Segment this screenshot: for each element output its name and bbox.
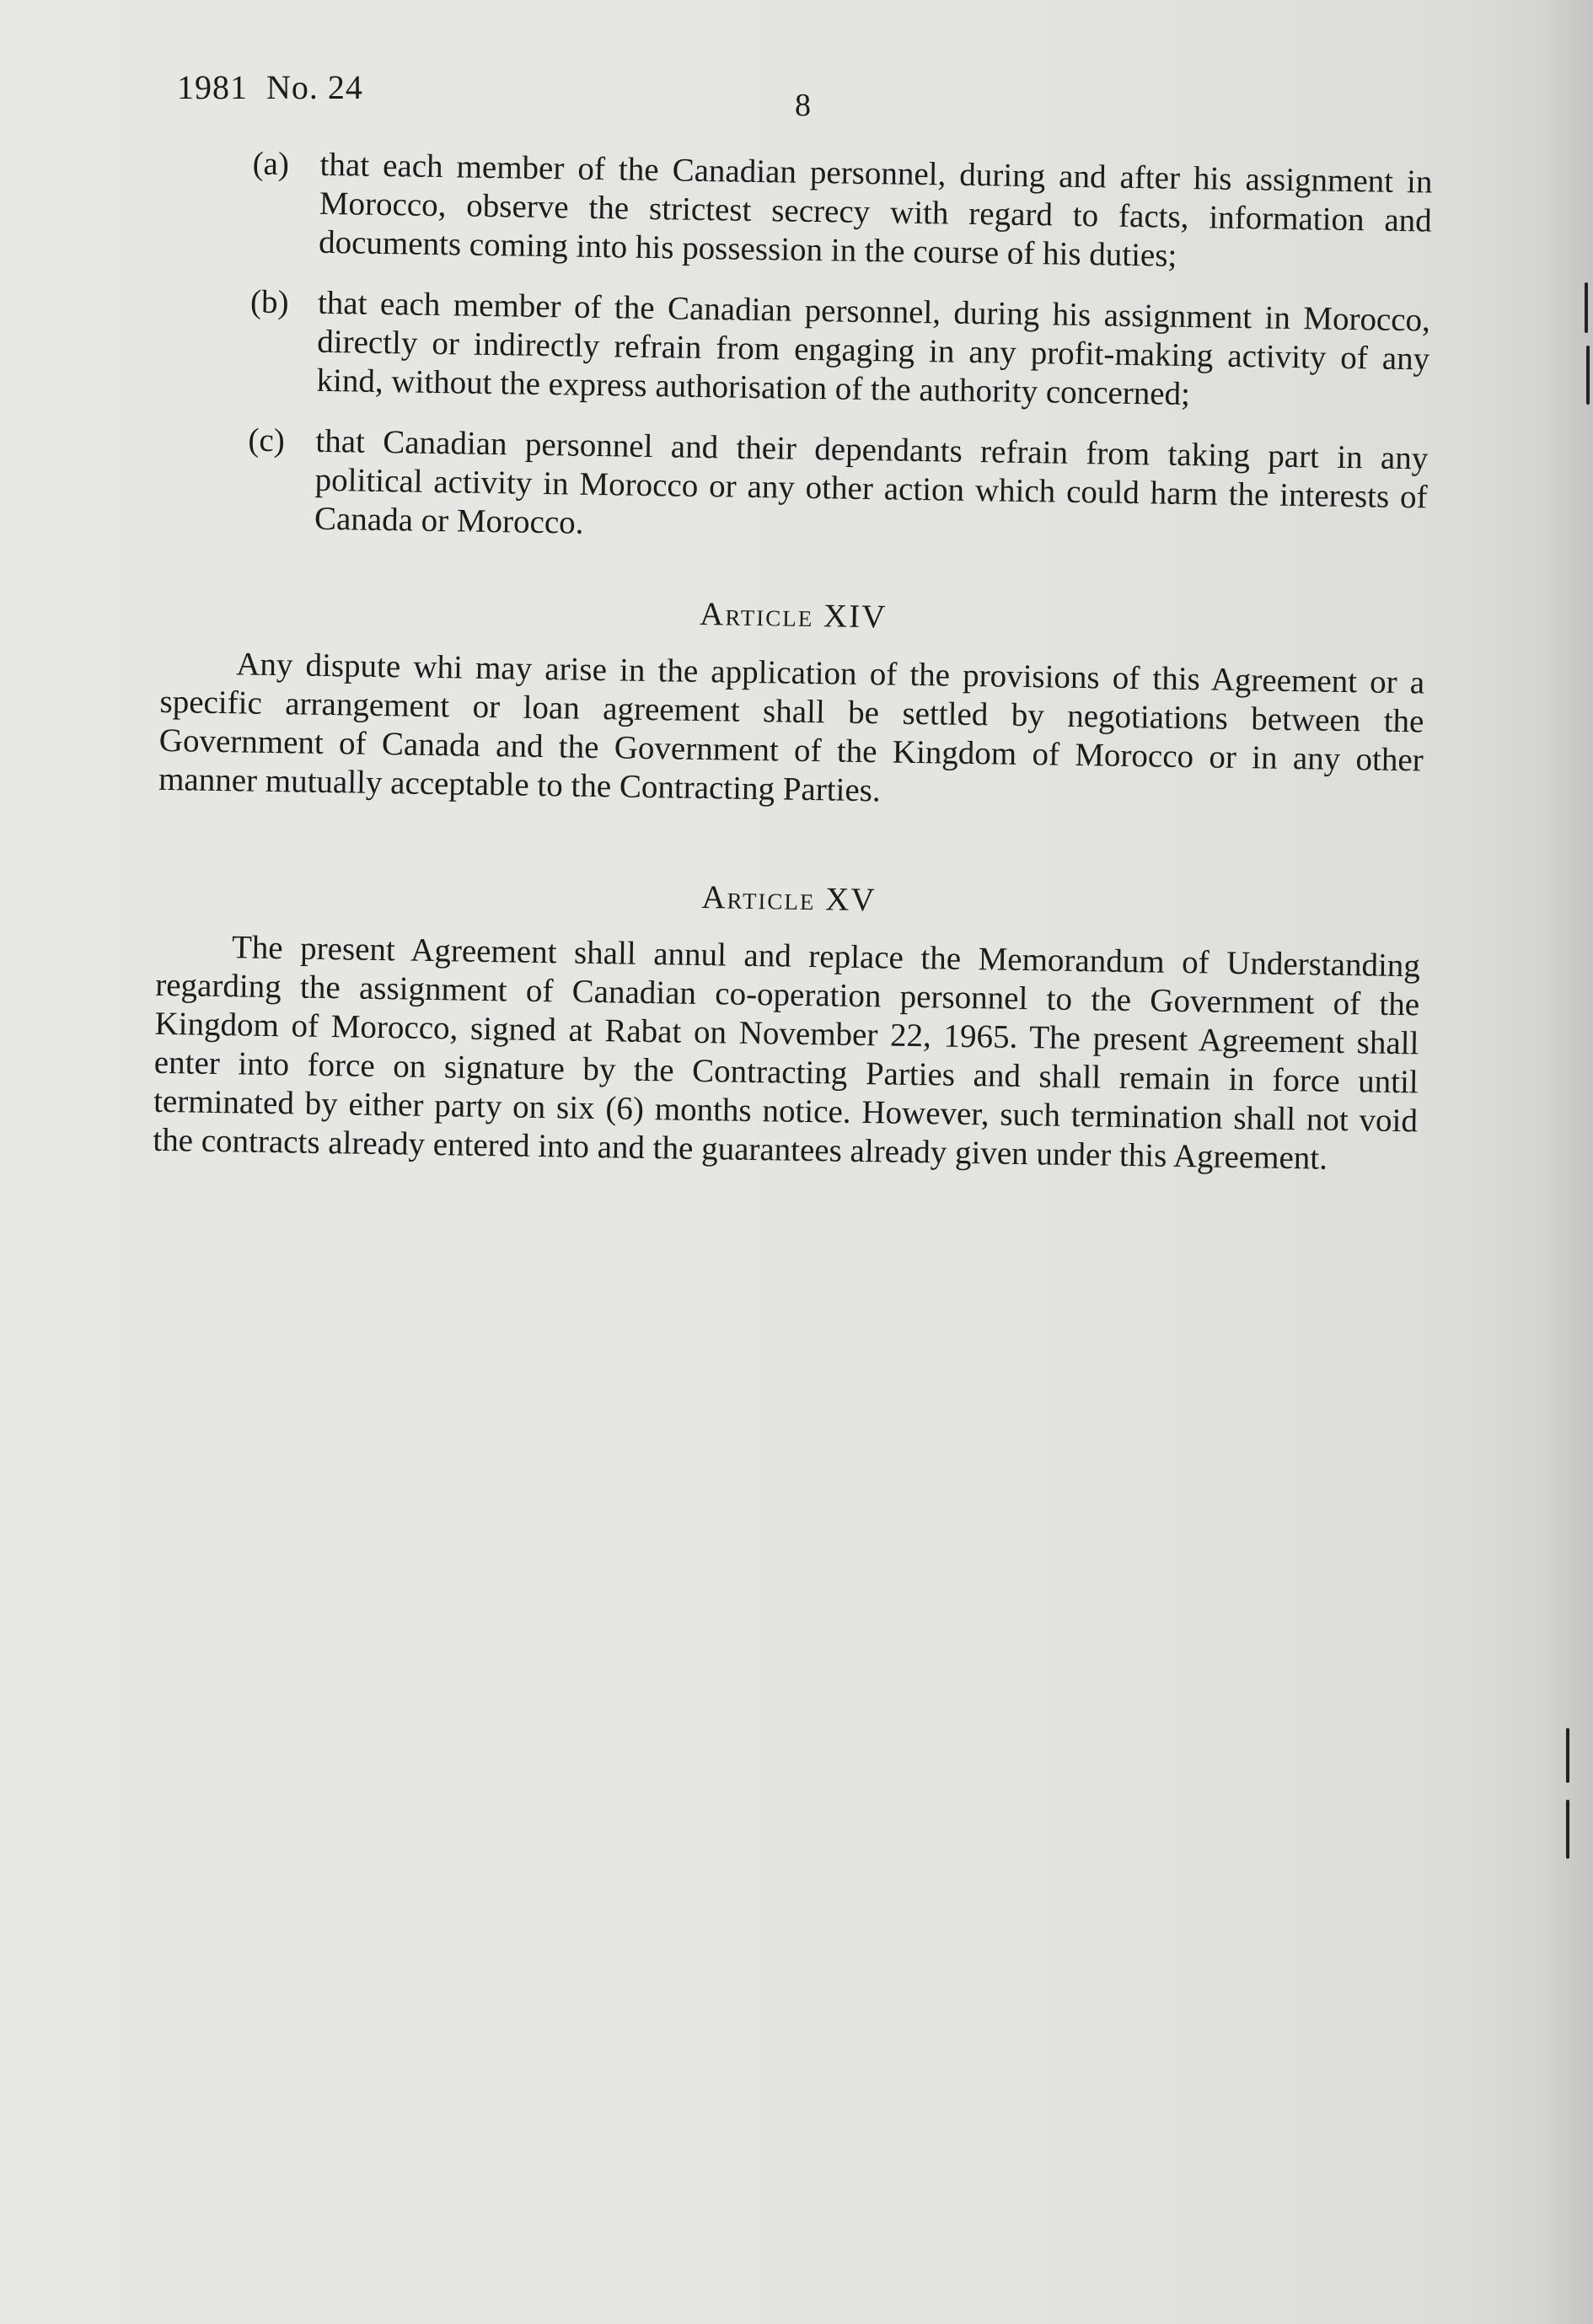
header-number: No. 24 bbox=[266, 68, 363, 106]
article-heading: Article XV bbox=[701, 879, 877, 919]
page-number: 8 bbox=[795, 88, 811, 123]
document-body bbox=[153, 143, 1433, 1179]
article-paragraph: The present Agreement shall annul and replace the Memorandum of Understanding regarding the assignment of Canadian co-operation personnel to the Government of the Kingdom of Morocco, signed at Rabat on November 22, 1965. The present Agreement shall enter into force on signature by the Contracting Parties and shall remain in force until terminated by either party on six (6) months notice. However, such termination shall not void the contracts already entered into and the guarantees already given under this Agreement. bbox=[153, 929, 1421, 1177]
margin-change-bar bbox=[1566, 1800, 1569, 1859]
article-heading: Article XIV bbox=[699, 595, 888, 636]
document-header bbox=[177, 67, 363, 107]
list-item-text: that each member of the Canadian personnel, during his assignment in Morocco, directly or indirectly refrain from engaging in any profit-making activity of any kind, without the express authorisation of the authority concerned; bbox=[316, 284, 1431, 413]
list-item bbox=[163, 420, 1429, 556]
margin-change-bar bbox=[1585, 282, 1588, 333]
header-year: 1981 bbox=[177, 68, 248, 106]
list-item-label: (b) bbox=[249, 283, 289, 321]
list-item bbox=[167, 143, 1433, 280]
list-item bbox=[164, 282, 1430, 418]
list-item-label: (a) bbox=[252, 145, 290, 183]
article-paragraph: Any dispute whi may arise in the application of the provisions of this Agreement or a specific arrangement or loan agreement shall be settled by negotiations between the Government of Canada and the Government of the Kingdom of Morocco or in any other manner mutually acceptable to the Contracting Parties. bbox=[158, 646, 1425, 809]
list-item-label: (c) bbox=[248, 421, 286, 459]
list-item-text: that Canadian personnel and their dependants refrain from taking part in any political activity in Morocco or any other action which could harm the interests of Canada or Morocco. bbox=[314, 422, 1429, 541]
margin-change-bar bbox=[1586, 346, 1590, 405]
page-fold-shadow bbox=[1542, 0, 1593, 2324]
list-item-text: that each member of the Canadian personnel, during and after his assignment in Morocco, observe the strictest secrecy with regard to facts, information and documents coming into his possession in the course of his duties; bbox=[318, 146, 1433, 274]
margin-change-bar bbox=[1566, 1728, 1569, 1783]
